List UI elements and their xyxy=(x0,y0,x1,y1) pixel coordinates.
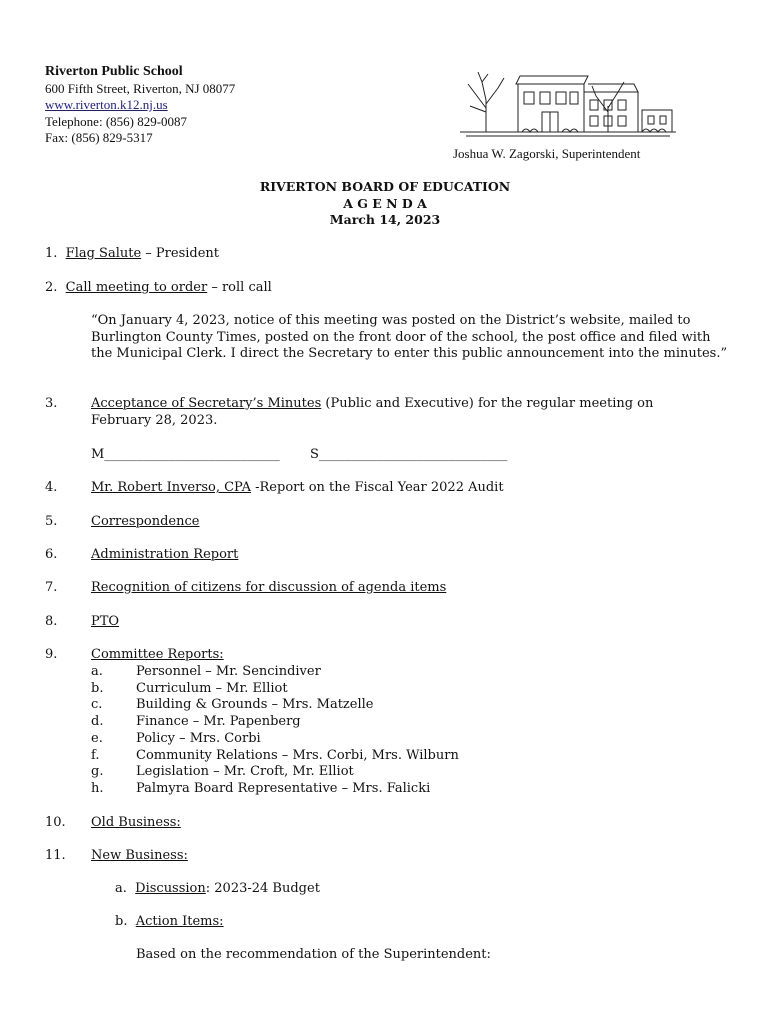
agenda-item-9-number: 9. xyxy=(45,647,58,662)
committee-item: Legislation – Mr. Croft, Mr. Elliot xyxy=(136,764,354,780)
agenda-item-5: Correspondence xyxy=(91,514,200,529)
agenda-item-10-number: 10. xyxy=(45,815,66,830)
item-number: 1. xyxy=(45,246,58,261)
item-label: Call meeting to order xyxy=(65,280,208,295)
agenda-item-2 xyxy=(45,280,272,297)
school-building-logo xyxy=(458,62,678,140)
agenda-item-11-number: 11. xyxy=(45,848,66,863)
committee-letter: f. xyxy=(91,747,100,763)
item-number: 2. xyxy=(45,280,58,295)
fax: Fax: (856) 829-5317 xyxy=(45,130,153,145)
board-name: RIVERTON BOARD OF EDUCATION xyxy=(259,179,511,194)
sub-letter: a. xyxy=(115,881,127,896)
school-address: 600 Fifth Street, Riverton, NJ 08077 xyxy=(45,80,236,96)
sub-detail: : 2023-24 Budget xyxy=(205,881,320,896)
item-label: Flag Salute xyxy=(65,246,142,261)
sub-label: Action Items: xyxy=(135,914,224,929)
letterhead xyxy=(45,64,235,147)
item-detail: – roll call xyxy=(207,280,272,295)
website-link[interactable]: www.riverton.k12.nj.us xyxy=(45,97,168,112)
item-label: Acceptance of Secretary’s Minutes xyxy=(91,396,322,411)
superintendent: Joshua W. Zagorski, Superintendent xyxy=(453,146,641,161)
agenda-item-6: Administration Report xyxy=(91,547,239,562)
committee-item: Finance – Mr. Papenberg xyxy=(136,714,301,730)
item-detail: (Public and Executive) for the regular meeting on xyxy=(321,396,654,411)
committee-letter: d. xyxy=(91,714,104,730)
committee-item: Curriculum – Mr. Elliot xyxy=(136,680,288,696)
agenda-item-3 xyxy=(91,396,653,413)
agenda-item-3-date: February 28, 2023. xyxy=(91,413,218,428)
committee-letter: c. xyxy=(91,697,103,713)
agenda-item-3-number: 3. xyxy=(45,396,58,411)
agenda-item-1 xyxy=(45,246,219,263)
item-detail: -Report on the Fiscal Year 2022 Audit xyxy=(250,480,504,495)
agenda-item-7-number: 7. xyxy=(45,580,58,595)
committee-item: Community Relations – Mrs. Corbi, Mrs. Wilburn xyxy=(136,747,459,763)
recommendation-text: Based on the recommendation of the Superintendent: xyxy=(136,947,491,962)
motion-line: M___________________________ xyxy=(91,447,280,462)
sub-letter: b. xyxy=(115,914,128,929)
agenda-item-4-number: 4. xyxy=(45,480,58,495)
agenda-item-8-number: 8. xyxy=(45,614,58,629)
agenda-title xyxy=(0,179,770,229)
item-label: Mr. Robert Inverso, CPA xyxy=(91,480,251,495)
agenda-item-6-number: 6. xyxy=(45,547,58,562)
public-notice: “On January 4, 2023, notice of this meeting was posted on the District’s website, mailed to Burlington County Times, posted on the front door of the school, the post office and filed with the Municipal Clerk. I direct the Secretary to enter this public announcement into the minutes.” xyxy=(91,313,728,361)
agenda-item-4 xyxy=(91,480,504,497)
committee-letter: g. xyxy=(91,764,104,780)
agenda-item-9: Committee Reports: xyxy=(91,647,224,662)
committee-item: Personnel – Mr. Sencindiver xyxy=(136,664,321,679)
agenda-item-7: Recognition of citizens for discussion of agenda items xyxy=(91,580,447,595)
new-business-a xyxy=(115,881,320,898)
committee-letter: h. xyxy=(91,780,104,796)
agenda-item-11: New Business: xyxy=(91,848,188,863)
agenda-item-8: PTO xyxy=(91,614,120,629)
committee-letter: a. xyxy=(91,664,103,679)
agenda-heading: A G E N D A xyxy=(343,195,427,211)
committee-item: Policy – Mrs. Corbi xyxy=(136,730,261,746)
sub-label: Discussion xyxy=(135,881,206,896)
school-name: Riverton Public School xyxy=(45,64,183,79)
agenda-item-5-number: 5. xyxy=(45,514,58,529)
new-business-b xyxy=(115,914,224,931)
committee-item: Building & Grounds – Mrs. Matzelle xyxy=(136,697,374,713)
telephone: Telephone: (856) 829-0087 xyxy=(45,113,188,129)
committee-letter: b. xyxy=(91,680,104,696)
item-detail: – President xyxy=(141,246,220,261)
second-line: S_____________________________ xyxy=(310,447,508,462)
agenda-item-10: Old Business: xyxy=(91,815,181,830)
committee-letter: e. xyxy=(91,730,103,746)
meeting-date: March 14, 2023 xyxy=(329,212,441,227)
committee-item: Palmyra Board Representative – Mrs. Falicki xyxy=(136,780,431,796)
